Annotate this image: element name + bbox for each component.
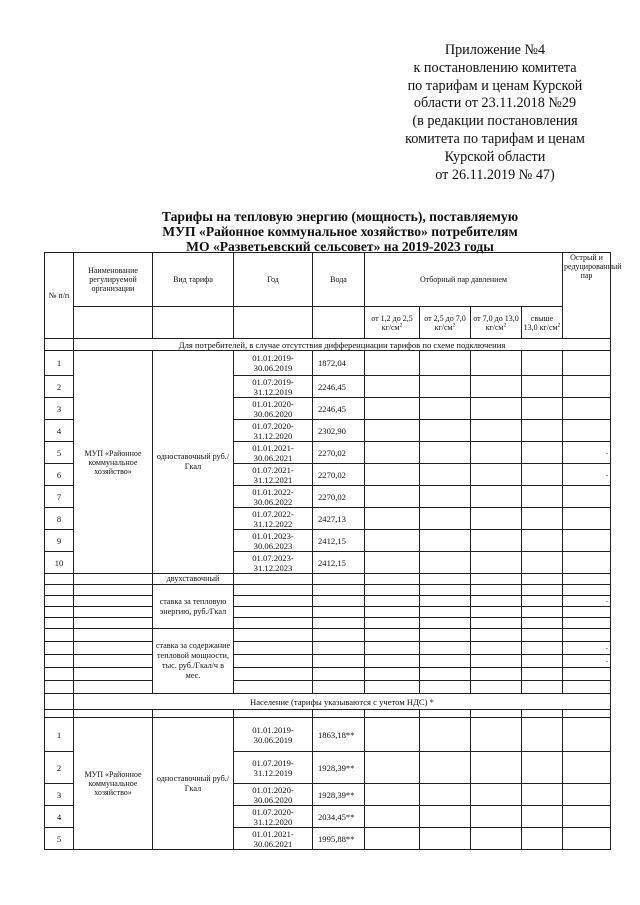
empty-cell (522, 464, 563, 486)
period-cell: 01.07.2019-31.12.2019 (234, 376, 313, 398)
empty-cell (471, 710, 522, 718)
tariff-table (44, 252, 622, 850)
empty-cell (234, 607, 313, 618)
empty-cell (234, 642, 313, 655)
empty-cell (522, 420, 563, 442)
water-value: 2427,13 (313, 508, 365, 530)
empty-cell (45, 655, 74, 668)
capacity-rate-label: ставка за содержание тепловой мощности, тыс. руб./Гкал/ч в мес. (153, 629, 234, 694)
empty-cell (234, 655, 313, 668)
water-value: 1928,39** (313, 752, 365, 784)
period-cell: 01.07.2023-31.12.2023 (234, 552, 313, 574)
empty-cell (471, 681, 522, 694)
empty-cell (522, 376, 563, 398)
empty-cell (234, 585, 313, 596)
empty-cell (522, 681, 563, 694)
empty-cell (563, 752, 611, 784)
empty-cell (420, 607, 471, 618)
empty-cell (365, 655, 420, 668)
period-cell: 01.01.2023-30.06.2023 (234, 530, 313, 552)
empty-cell (74, 629, 153, 642)
empty-cell (74, 642, 153, 655)
empty-cell (563, 585, 611, 596)
title-line: МО «Разветьевский сельсовет» на 2019-2023 годы (186, 239, 494, 254)
organization-cell: МУП «Районное коммунальное хозяйство» (74, 351, 153, 574)
table-row (45, 585, 611, 596)
empty-cell (74, 574, 153, 585)
empty-cell (313, 618, 365, 629)
empty-cell (471, 784, 522, 806)
empty-cell (471, 574, 522, 585)
empty-cell (420, 806, 471, 828)
empty-cell (365, 618, 420, 629)
section-row (45, 339, 611, 351)
water-value: 2270,02 (313, 442, 365, 464)
empty-cell (420, 351, 471, 376)
empty-cell (522, 655, 563, 668)
empty-cell (420, 376, 471, 398)
period-cell: 01.01.2021-30.06.2021 (234, 828, 313, 850)
empty-cell (420, 784, 471, 806)
empty-cell (420, 752, 471, 784)
empty-cell (563, 398, 611, 420)
empty-cell (471, 486, 522, 508)
empty-cell (522, 351, 563, 376)
header-organization: Наименование регулируемой организации (74, 253, 153, 307)
empty-cell (420, 420, 471, 442)
empty-cell (313, 710, 365, 718)
header-sharp-steam: Острый и редуцированный пар (563, 253, 611, 339)
header-empty-cell (74, 307, 153, 339)
empty-cell (563, 530, 611, 552)
header-number: № п/п (45, 253, 74, 339)
empty-cell (365, 784, 420, 806)
empty-cell (522, 806, 563, 828)
empty-cell (471, 376, 522, 398)
tariff-kind-cell: одноставочный руб./Гкал (153, 718, 234, 850)
empty-cell (313, 585, 365, 596)
empty-cell (563, 618, 611, 629)
water-value: 1928,39** (313, 784, 365, 806)
empty-cell (563, 607, 611, 618)
organization-cell: МУП «Районное коммунальное хозяйство» (74, 718, 153, 850)
empty-cell (313, 642, 365, 655)
section-empty-cell (45, 694, 74, 710)
water-value: 2302,90 (313, 420, 365, 442)
row-number: 5 (45, 442, 74, 464)
header-pressure-1: от 1,2 до 2,5 $кг/см^2$ (365, 307, 420, 339)
appendix-reference (360, 42, 630, 184)
appendix-line: (в редакции постановления (412, 113, 578, 130)
appendix-line: комитета по тарифам и ценам (405, 130, 585, 147)
empty-cell (563, 629, 611, 642)
empty-cell (420, 464, 471, 486)
empty-cell (365, 710, 420, 718)
header-empty-cell (234, 307, 313, 339)
dash-mark: - (563, 596, 611, 607)
empty-cell (365, 351, 420, 376)
table-row (45, 642, 611, 655)
empty-cell (471, 464, 522, 486)
empty-cell (45, 607, 74, 618)
period-cell: 01.01.2019-30.06.2019 (234, 718, 313, 752)
dash-mark: - (563, 464, 611, 486)
empty-cell (522, 486, 563, 508)
empty-cell (74, 655, 153, 668)
empty-cell (313, 596, 365, 607)
period-cell: 01.07.2019-31.12.2019 (234, 752, 313, 784)
water-value: 2412,15 (313, 530, 365, 552)
empty-cell (522, 508, 563, 530)
empty-cell (471, 828, 522, 850)
table-row (45, 607, 611, 618)
water-value: 2246,45 (313, 398, 365, 420)
section-empty-cell (45, 339, 74, 351)
empty-cell (420, 596, 471, 607)
dash-mark: - (563, 642, 611, 655)
empty-cell (74, 681, 153, 694)
empty-cell (420, 552, 471, 574)
row-number: 6 (45, 464, 74, 486)
empty-cell (522, 668, 563, 681)
title-line: МУП «Районное коммунальное хозяйство» потребителям (162, 224, 518, 239)
period-cell: 01.01.2019-30.06.2019 (234, 351, 313, 376)
empty-cell (45, 618, 74, 629)
empty-cell (563, 784, 611, 806)
empty-cell (471, 629, 522, 642)
empty-cell (471, 530, 522, 552)
empty-cell (522, 530, 563, 552)
appendix-line: Курской области (444, 148, 546, 165)
empty-cell (45, 585, 74, 596)
empty-cell (420, 718, 471, 752)
header-water: Вода (313, 253, 365, 307)
empty-cell (74, 710, 153, 718)
appendix-line: Приложение №4 (444, 42, 546, 58)
empty-cell (74, 607, 153, 618)
empty-cell (563, 351, 611, 376)
dash-mark: - (563, 442, 611, 464)
table-row (45, 596, 611, 607)
row-number: 4 (45, 806, 74, 828)
empty-cell (420, 681, 471, 694)
appendix-line: по тарифам и ценам Курской (407, 77, 583, 94)
appendix-line: от 26.11.2019 № 47) (435, 166, 555, 183)
empty-cell (365, 806, 420, 828)
empty-cell (313, 655, 365, 668)
empty-cell (45, 574, 74, 585)
period-cell: 01.07.2021-31.12.2021 (234, 464, 313, 486)
row-number: 2 (45, 376, 74, 398)
empty-cell (365, 420, 420, 442)
section-row (45, 694, 611, 710)
empty-cell (522, 718, 563, 752)
empty-cell (313, 574, 365, 585)
empty-cell (365, 530, 420, 552)
empty-cell (234, 629, 313, 642)
empty-cell (471, 398, 522, 420)
empty-cell (45, 668, 74, 681)
table-row (45, 718, 611, 752)
header-year: Год (234, 253, 313, 307)
table-row (45, 655, 611, 668)
empty-cell (45, 681, 74, 694)
empty-cell (234, 574, 313, 585)
water-value: 2270,02 (313, 486, 365, 508)
empty-cell (471, 718, 522, 752)
empty-cell (563, 668, 611, 681)
empty-cell (365, 607, 420, 618)
title-line: Тарифы на тепловую энергию (мощность), поставляемую (161, 209, 519, 224)
empty-cell (471, 806, 522, 828)
row-number: 2 (45, 752, 74, 784)
empty-cell (522, 784, 563, 806)
empty-cell (420, 668, 471, 681)
header-pressure-4: свыше 13,0 $кг/см^2$ (522, 307, 563, 339)
empty-cell (365, 718, 420, 752)
table-row (45, 574, 611, 585)
empty-cell (471, 596, 522, 607)
empty-cell (74, 668, 153, 681)
heat-rate-label: ставка за тепловую энергию, руб./Гкал (153, 585, 234, 629)
empty-cell (471, 552, 522, 574)
empty-cell (563, 420, 611, 442)
water-value: 2412,15 (313, 552, 365, 574)
row-number: 3 (45, 398, 74, 420)
empty-cell (471, 655, 522, 668)
empty-cell (365, 508, 420, 530)
empty-cell (522, 442, 563, 464)
empty-cell (365, 464, 420, 486)
water-value: 1872,04 (313, 351, 365, 376)
empty-cell (563, 681, 611, 694)
water-value: 2270,02 (313, 464, 365, 486)
row-number: 1 (45, 351, 74, 376)
empty-cell (471, 585, 522, 596)
header-row (45, 253, 611, 307)
tariff-kind-cell: одноставочный руб./Гкал (153, 351, 234, 574)
header-pressure-3: от 7,0 до 13,0 $кг/см^2$ (471, 307, 522, 339)
empty-cell (313, 681, 365, 694)
empty-cell (420, 642, 471, 655)
empty-cell (522, 618, 563, 629)
empty-cell (313, 629, 365, 642)
empty-cell (365, 574, 420, 585)
header-pressure-2: от 2,5 до 7,0 $кг/см^2$ (420, 307, 471, 339)
empty-cell (471, 752, 522, 784)
spacer-row (45, 710, 611, 718)
empty-cell (45, 596, 74, 607)
empty-cell (365, 681, 420, 694)
empty-cell (563, 574, 611, 585)
empty-cell (420, 398, 471, 420)
empty-cell (522, 585, 563, 596)
empty-cell (420, 530, 471, 552)
dash-mark: - (563, 655, 611, 668)
empty-cell (522, 828, 563, 850)
empty-cell (420, 828, 471, 850)
two-part-tariff-label: двухставочный (153, 574, 234, 585)
period-cell: 01.07.2022-31.12.2022 (234, 508, 313, 530)
empty-cell (420, 618, 471, 629)
empty-cell (313, 607, 365, 618)
water-value: 1863,18** (313, 718, 365, 752)
empty-cell (234, 710, 313, 718)
empty-cell (234, 596, 313, 607)
header-empty-cell (153, 307, 234, 339)
period-cell: 01.01.2020-30.06.2020 (234, 398, 313, 420)
empty-cell (234, 668, 313, 681)
empty-cell (563, 552, 611, 574)
appendix-line: области от 23.11.2018 №29 (413, 95, 577, 112)
header-tariff-kind: Вид тарифа (153, 253, 234, 307)
row-number: 1 (45, 718, 74, 752)
row-number: 9 (45, 530, 74, 552)
empty-cell (522, 710, 563, 718)
empty-cell (471, 508, 522, 530)
header-steam: Отборный пар давлением (365, 253, 563, 307)
empty-cell (522, 596, 563, 607)
empty-cell (365, 668, 420, 681)
empty-cell (45, 710, 74, 718)
empty-cell (365, 376, 420, 398)
empty-cell (420, 629, 471, 642)
empty-cell (365, 752, 420, 784)
empty-cell (563, 486, 611, 508)
water-value: 2246,45 (313, 376, 365, 398)
empty-cell (471, 618, 522, 629)
empty-cell (471, 442, 522, 464)
empty-cell (522, 607, 563, 618)
empty-cell (471, 668, 522, 681)
section-label: Для потребителей, в случае отсутствия дифференциации тарифов по схеме подключения (74, 339, 611, 351)
empty-cell (471, 607, 522, 618)
empty-cell (365, 642, 420, 655)
period-cell: 01.01.2020-30.06.2020 (234, 784, 313, 806)
row-number: 10 (45, 552, 74, 574)
empty-cell (365, 828, 420, 850)
water-value: 2034,45** (313, 806, 365, 828)
empty-cell (365, 552, 420, 574)
water-value: 1995,88** (313, 828, 365, 850)
empty-cell (420, 508, 471, 530)
period-cell: 01.07.2020-31.12.2020 (234, 420, 313, 442)
empty-cell (420, 710, 471, 718)
empty-cell (563, 806, 611, 828)
header-empty-cell (313, 307, 365, 339)
empty-cell (45, 642, 74, 655)
empty-cell (420, 655, 471, 668)
empty-cell (522, 752, 563, 784)
empty-cell (365, 398, 420, 420)
appendix-line: к постановлению комитета (413, 59, 577, 76)
table-row (45, 668, 611, 681)
table-row (45, 618, 611, 629)
empty-cell (365, 486, 420, 508)
empty-cell (563, 718, 611, 752)
empty-cell (234, 618, 313, 629)
empty-cell (365, 629, 420, 642)
period-cell: 01.07.2020-31.12.2020 (234, 806, 313, 828)
section-label: Население (тарифы указываются с учетом НДС) * (74, 694, 611, 710)
empty-cell (471, 351, 522, 376)
row-number: 7 (45, 486, 74, 508)
table-row (45, 681, 611, 694)
period-cell: 01.01.2022-30.06.2022 (234, 486, 313, 508)
empty-cell (74, 585, 153, 596)
row-number: 8 (45, 508, 74, 530)
empty-cell (365, 585, 420, 596)
empty-cell (471, 420, 522, 442)
empty-cell (74, 618, 153, 629)
empty-cell (563, 508, 611, 530)
row-number: 4 (45, 420, 74, 442)
row-number: 5 (45, 828, 74, 850)
empty-cell (522, 398, 563, 420)
empty-cell (74, 596, 153, 607)
empty-cell (471, 642, 522, 655)
empty-cell (420, 442, 471, 464)
empty-cell (563, 710, 611, 718)
empty-cell (563, 376, 611, 398)
header-subrow (45, 307, 611, 339)
empty-cell (522, 629, 563, 642)
empty-cell (563, 828, 611, 850)
empty-cell (522, 574, 563, 585)
empty-cell (420, 486, 471, 508)
row-number: 3 (45, 784, 74, 806)
empty-cell (234, 681, 313, 694)
empty-cell (420, 585, 471, 596)
empty-cell (420, 574, 471, 585)
empty-cell (365, 596, 420, 607)
empty-cell (522, 642, 563, 655)
empty-cell (522, 552, 563, 574)
period-cell: 01.01.2021-30.06.2021 (234, 442, 313, 464)
document-title (120, 209, 560, 254)
empty-cell (313, 668, 365, 681)
empty-cell (153, 710, 234, 718)
empty-cell (45, 629, 74, 642)
table-row (45, 351, 611, 376)
table-row (45, 629, 611, 642)
empty-cell (365, 442, 420, 464)
